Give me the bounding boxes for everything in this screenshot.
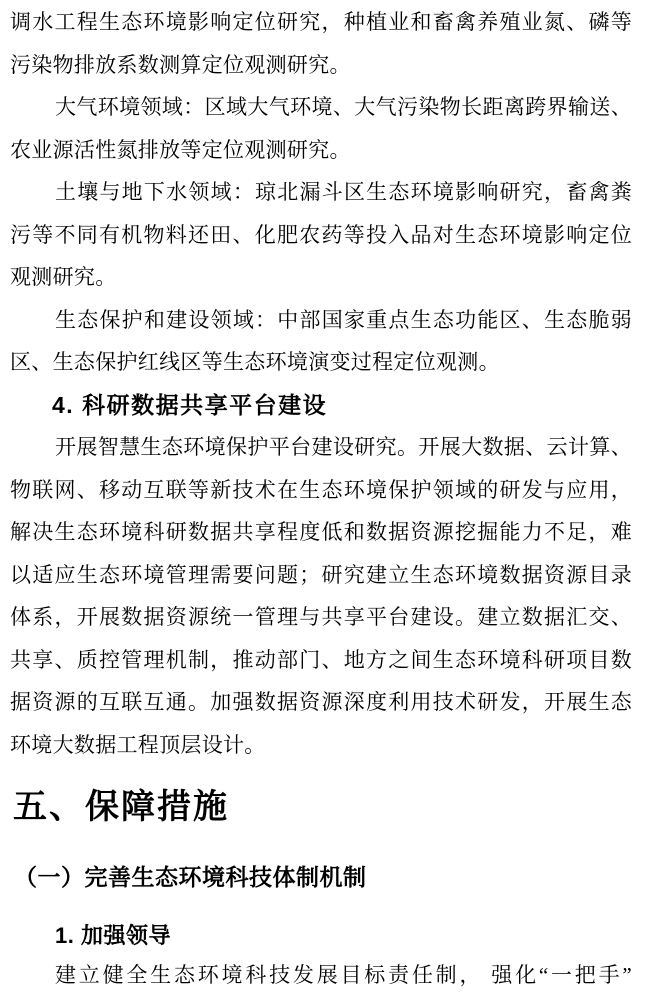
body-text-line: 大气环境领域：区域大气环境、大气污染物长距离跨界输送、 [55,95,632,119]
body-text-line: 农业源活性氮排放等定位观测研究。 [10,137,351,162]
subsection-heading-4: 4. 科研数据共享平台建设 [52,391,328,418]
body-text-line: 共享、质控管理机制，推动部门、地方之间生态环境科研项目数 [10,647,632,672]
body-text-line: 环境大数据工程顶层设计。 [10,732,266,757]
body-text-line: 据资源的互联互通。加强数据资源深度利用技术研发，开展生态 [10,690,632,714]
body-text-line: 开展智慧生态环境保护平台建设研究。开展大数据、云计算、 [55,435,632,459]
subsection-heading-1: 1. 加强领导 [55,923,171,948]
body-text-line: 建立健全生态环境科技发展目标责任制， 强化“一把手” [55,963,632,987]
body-text-line: 解决生态环境科研数据共享程度低和数据资源挖掘能力不足，难 [10,520,632,544]
body-text-line: 污等不同有机物料还田、化肥农药等投入品对生态环境影响定位 [10,222,632,247]
body-text-line: 调水工程生态环境影响定位研究，种植业和畜禽养殖业氮、磷等 [10,10,632,34]
body-text-line: 生态保护和建设领域：中部国家重点生态功能区、生态脆弱 [55,307,632,332]
body-text-line: 物联网、移动互联等新技术在生态环境保护领域的研发与应用， [10,477,632,502]
body-text-line: 以适应生态环境管理需要问题；研究建立生态环境数据资源目录 [10,562,632,587]
chapter-heading: 五、保障措施 [13,788,229,826]
section-heading: （一）完善生态环境科技体制机制 [14,864,367,890]
body-text-line: 土壤与地下水领域：琼北漏斗区生态环境影响研究，畜禽粪 [55,180,632,204]
body-text-line: 污染物排放系数测算定位观测研究。 [10,52,351,77]
body-text-line: 区、生态保护红线区等生态环境演变过程定位观测。 [10,350,500,374]
body-text-line: 体系，开展数据资源统一管理与共享平台建设。建立数据汇交、 [10,605,632,629]
body-text-line: 观测研究。 [10,265,117,289]
